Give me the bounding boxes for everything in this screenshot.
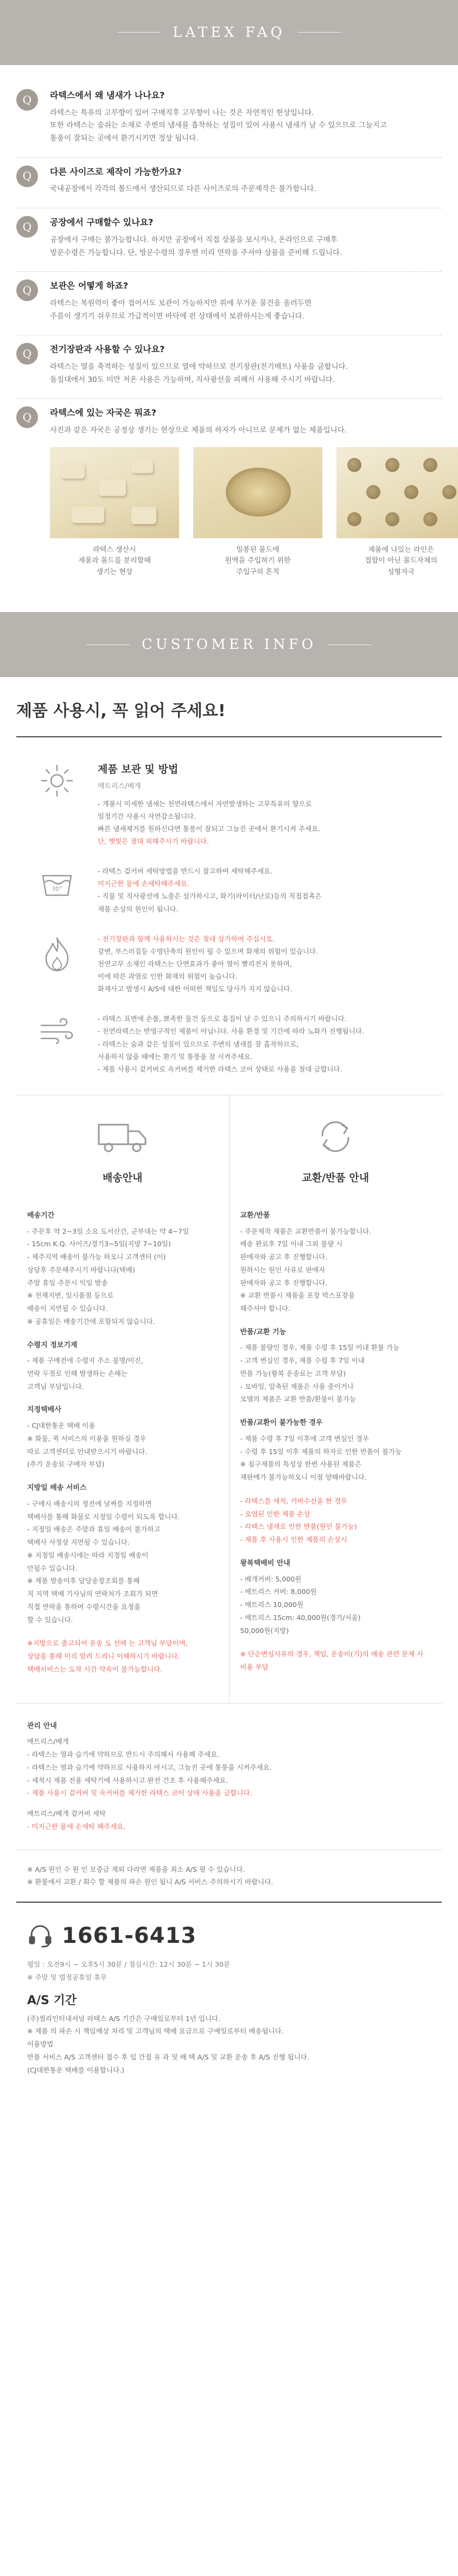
as-text <box>27 2012 431 2077</box>
pinhole <box>423 458 437 472</box>
group-line: ※ 제품 발송이후 담당송장조회를 통해 <box>27 1577 140 1585</box>
delivery-warning: 상담을 통해 미리 알려 드리니 이해하시기 바랍니다. <box>27 1652 180 1661</box>
info-header-band <box>0 612 458 677</box>
faq-body <box>50 343 442 386</box>
caption-line: 원액을 주입하기 위한 <box>225 557 291 565</box>
management-title: 관리 안내 <box>27 1721 57 1730</box>
group-title: 수령지 정보기재 <box>27 1341 78 1349</box>
faq-body <box>50 216 442 259</box>
pinhole <box>385 512 399 526</box>
exchange-available <box>240 1326 431 1406</box>
faq-body <box>50 89 442 145</box>
q-badge-icon: Q <box>16 406 38 428</box>
q-badge-icon: Q <box>16 165 38 187</box>
delivery-label: 배송안내 <box>103 1171 143 1184</box>
svg-text:30°: 30° <box>52 885 62 893</box>
care-line: - 라텍스 겉커버 세탁방법을 반드시 참고하여 세탁해주세요. <box>98 867 273 876</box>
faq-answer <box>50 361 442 386</box>
delivery-column <box>16 1095 229 1703</box>
title-rule-right <box>297 32 341 33</box>
group-line: - 제주지역 배송이 불가능 하오니 고객센터 (이) <box>27 1253 166 1261</box>
delivery-exchange-columns <box>16 1095 442 1703</box>
faq-band-title <box>117 22 341 43</box>
note-line: ※ 환불에서 교환 / 회수 할 제품의 파손 원인 됩니 A/S 서비스 주의하시기 바랍니다. <box>27 1878 273 1886</box>
delivery-warning: 택배서비스는 도착 시간 약속이 불가능합니다. <box>27 1665 163 1673</box>
group-line: ※ 교환 반품시 제품을 포장 박스포장을 <box>240 1291 355 1300</box>
faq-header-band <box>0 0 458 65</box>
group-line: ※ 제품 의 파손 시 책임배상 처리 및 고객님의 택배 요금으로 구매일로부터 배송됩니다. <box>27 2027 284 2036</box>
group-line: 택배사를 통해 화물로 지정일 수령이 되도록 합니다. <box>27 1512 180 1521</box>
management-warning: - 미지근한 물에 손세탁 해주세요. <box>27 1822 126 1831</box>
care-warning: - 전기장판과 함께 사용하시는 것은 절대 삼가하여 주십시오. <box>98 934 275 943</box>
faq-answer <box>50 107 442 145</box>
group-line: ※ 지정일 배송시에는 따라 지정일 배송이 <box>27 1551 149 1559</box>
exchange-unavailable <box>240 1417 431 1484</box>
warning-line: - 제품 후 사용시 인한 제품의 손상시 <box>240 1535 347 1544</box>
notes-section <box>16 1850 442 1902</box>
pinhole <box>385 458 399 472</box>
faq-answer-line: 공장에서 구매는 불가능합니다. 하지만 공장에서 직접 상품을 보시거나, 온라인으로 구매후 <box>50 235 338 244</box>
care-line: - 직물 및 직사광선에 노출은 삼가하시고, 화기(라이터/난로)등의 직접접촉은 <box>98 892 322 901</box>
care-line: 제품 손상의 원인이 됩니다. <box>98 904 179 913</box>
latex-mark <box>131 460 153 473</box>
delivery-header <box>27 1117 218 1188</box>
group-line: - 주문후 약 2~3일 소요 도서산간, 군부대는 약 4~7일 <box>27 1227 189 1235</box>
exchange-label: 교환/반품 안내 <box>302 1171 370 1184</box>
care-fire-text <box>98 933 442 996</box>
wind-icon <box>16 1012 98 1075</box>
faq-answer-line: 라텍스는 열을 축적하는 성질이 있으므로 열에 약하므로 전기장판(전기매트) 사용을 금합니다. <box>50 362 348 371</box>
faq-list <box>0 65 458 612</box>
faq-question: 전기장판과 사용할 수 있나요? <box>50 344 165 355</box>
faq-answer-line: 사진과 같은 자국은 공정상 생기는 현상으로 제품의 하자가 아니므로 문제가 없는 제품입니다. <box>50 426 347 435</box>
care-line: 갈변, 부스러짐등 수명단축의 원인이 될 수 있으며 화재의 위험이 있습니다. <box>98 947 318 955</box>
group-line: 따로 고객센터로 안내받으시기 바랍니다. <box>27 1447 148 1456</box>
faq-item <box>16 81 442 158</box>
faq-answer-line: 또한 라텍스는 숨쉬는 소재로 주변의 냄새를 흡착하는 성질이 있어 사용시 냄새가 날 수 있으므로 그늘지고 <box>50 121 387 130</box>
warning-line: - 라텍스 냄새로 인한 반품(원인 불가능) <box>240 1522 357 1531</box>
faq-question: 보관은 어떻게 하죠? <box>50 280 129 291</box>
faq-answer-line: 통풍이 잘되는 곳에서 환기시키면 정상 됩니다. <box>50 134 199 143</box>
caption-line: 제품과 몰드를 분리할때 <box>78 557 151 565</box>
delivery-period <box>27 1209 218 1328</box>
group-line: - 고객 변심인 경우, 제품 수령 후 7일 이내 <box>240 1356 365 1365</box>
faq-item <box>16 335 442 399</box>
group-line: 50,000원(지방) <box>240 1626 289 1635</box>
group-line: 할 수 있습니다. <box>27 1615 73 1624</box>
group-line: - CJ대한통운 택배 이용 <box>27 1421 96 1430</box>
exchange-policy <box>240 1209 431 1315</box>
group-line: - 제품 불량인 경우, 제품 수령 후 15일 이내 환불 가능 <box>240 1343 400 1352</box>
photo-cell <box>193 447 322 578</box>
faq-answer <box>50 424 458 437</box>
caption-line: 접합이 아닌 몰드자체의 <box>365 557 437 565</box>
caption-line: 밀봉된 몰드에 <box>236 545 279 554</box>
care-line: 빠른 냄새제거를 원하신다면 통풍이 잘되고 그늘진 곳에서 환기시켜 주세요. <box>98 824 321 833</box>
info-heading: 제품 사용시, 꼭 읽어 주세요! <box>16 699 442 737</box>
management-line: - 라텍스는 열과 습기에 약하므로 반드시 주의해서 사용해 주세요. <box>27 1750 220 1759</box>
group-line: - 주문제작 제품은 교환반품이 불가능합니다. <box>240 1227 372 1235</box>
photo-caption <box>193 545 322 578</box>
group-line: - 수령 후 15일 이후 제품의 하자로 인한 반품이 불가능 <box>240 1447 402 1456</box>
group-title: 지방일 배송 서비스 <box>27 1484 87 1493</box>
wash-basin-icon <box>16 865 98 915</box>
group-line: 상담후 주문해주시기 바랍니다(택배) <box>27 1265 135 1274</box>
faq-title-text: LATEX FAQ <box>173 24 285 41</box>
group-line: (주)씰리인터내셔널 라텍스 A/S 기간은 구매일로부터 1년 입니다. <box>27 2014 221 2023</box>
exchange-column <box>229 1095 442 1703</box>
latex-mark <box>99 480 126 496</box>
photo-caption <box>50 545 179 578</box>
management-warning: - 제품 사용시 겉커버 및 속커버를 제거한 라텍스 코어 상태 사용을 금합니다. <box>27 1789 252 1797</box>
q-badge-icon: Q <box>16 279 38 301</box>
group-line: - 매트리스 15cm: 40,000원(경기/서울) <box>240 1613 361 1622</box>
group-line: 직접 연락을 통하여 수령시간을 요청을 <box>27 1602 141 1611</box>
group-line: ※ 화물, 퀵 서비스의 이용을 원하실 경우 <box>27 1434 147 1443</box>
faq-answer <box>50 234 442 259</box>
delivery-address <box>27 1339 218 1393</box>
group-line: ※ 공휴일은 배송기간에 포함되지 않습니다. <box>27 1317 155 1325</box>
customer-info <box>0 677 458 2093</box>
title-rule-left <box>117 32 161 33</box>
faq-question: 라텍스에서 왜 냄새가 나나요? <box>50 90 165 100</box>
group-line: - 지정일 배송은 주말과 휴일 배송이 불가하고 <box>27 1525 161 1534</box>
group-line: - 제품 구매전에 수령지 주소 불명/미진, <box>27 1356 143 1365</box>
faq-item <box>16 208 442 272</box>
group-line: - 모바일, 압축된 제품은 사용 중이거나 <box>240 1382 354 1391</box>
exchange-shipping-fees <box>240 1557 431 1637</box>
exchange-arrows-icon <box>314 1117 357 1156</box>
faq-answer-line: 국내공장에서 각각의 몰드에서 생산되므로 다른 사이즈로의 주문제작은 불가합니다. <box>50 184 316 194</box>
pinhole <box>423 512 437 526</box>
group-line: 배송 완료후 7일 이내 그외 불량 시 <box>240 1240 343 1248</box>
management-section <box>16 1703 442 1850</box>
care-warning: 미지근한 물에 손세탁해주세요. <box>98 879 189 888</box>
warning-line: - 라텍스를 세척, 커버수선을 한 경우 <box>240 1496 347 1505</box>
faq-body <box>50 165 442 196</box>
truck-icon <box>97 1117 149 1156</box>
care-line: - 제품 사용시 겉커버로 속커버를 제거한 라텍스 코어 상태로 사용을 절대 금합니다. <box>98 1064 342 1073</box>
exchange-header <box>240 1117 431 1188</box>
pinhole <box>366 485 380 499</box>
latex-photo <box>193 447 322 538</box>
faq-question: 공장에서 구매할수 있나요? <box>50 217 154 228</box>
group-line: 원하시는 원인 사유로 판매자 <box>240 1265 326 1274</box>
care-sun-block <box>16 751 442 857</box>
pinhole <box>347 458 361 472</box>
faq-answer-line: 주름이 생기기 쉬우므로 가급적이면 바닥에 펀 상태에서 보관하시는게 좋습니다. <box>50 311 304 321</box>
faq-item <box>16 399 442 590</box>
group-title: 반품/교환 기능 <box>240 1328 287 1336</box>
group-line: (CJ대한통운 택배를 이용합니다.) <box>27 2065 124 2074</box>
care-line: 이에 따른 과열로 인한 화재의 위험이 높습니다. <box>98 972 238 981</box>
management-sub: 매트리스/베개 <box>27 1737 69 1746</box>
headset-icon <box>27 1923 53 1949</box>
photo-cell <box>50 447 179 578</box>
care-line: 화재사고 발생시 A/S에 대한 어떠한 책임도 당사가 지지 않습니다. <box>98 985 292 993</box>
hours-line: 평일 : 오전9시 ~ 오후5시 30분 / 점심시간: 12시 30분 ~ 1시 30분 <box>27 1960 231 1969</box>
care-line: 천연고무 소재인 라텍스는 단면효과가 좋아 열이 빨리전지 못하며, <box>98 959 292 968</box>
latex-photo <box>336 447 458 538</box>
delivery-carrier <box>27 1404 218 1471</box>
latex-mark <box>72 507 104 523</box>
photo-cell <box>336 447 458 578</box>
group-line: 안될수 있습니다. <box>27 1564 78 1572</box>
management-line: - 세척시 제품 전용 세탁기에 사용하시고 완전 건조 후 사용해주세요. <box>27 1776 228 1784</box>
group-line: 배송이 지연될 수 있습니다. <box>27 1304 108 1313</box>
care-wind-block <box>16 1004 442 1084</box>
faq-answer-line: 라텍스는 복원력이 좋아 접어서도 보관이 가능하지만 위에 무거운 물건을 올려두면 <box>50 298 312 308</box>
exchange-warning: ※ 단순변심사유의 경우, 책임, 운송비(기)의 배송 관련 문제 사 비용 부담 <box>240 1650 424 1672</box>
pinhole <box>442 485 456 499</box>
caption-line: 제품에 나있는 라인은 <box>368 545 434 554</box>
group-line: 택배사 사정상 지연될 수 있습니다. <box>27 1538 130 1547</box>
care-fire-block <box>16 924 442 1004</box>
faq-answer-line: 돌침대에서 30도 미만 저온 사용은 가능하며, 직사광선을 피해서 사용해 주시기 바랍니다. <box>50 375 335 384</box>
group-line: - 구매시 배송시의 정전에 날짜를 지정하면 <box>27 1499 152 1508</box>
care-warning: 단, 햇빛은 절대 피해주시기 바랍니다. <box>98 837 209 846</box>
delivery-warning: ※지방으로 출고되어 운송 도 선배 는 고객님 부담이며, <box>27 1639 188 1648</box>
delivery-scheduled <box>27 1482 218 1626</box>
care-subtitle: 매트리스/베개 <box>98 782 141 790</box>
fire-icon <box>16 933 98 996</box>
group-line: 반품 서비스 A/S 고객센터 접수 후 입 간접 유 과 및 배 택 A/S 및 교환 운송 후 A/S 진행 됩니다. <box>27 2052 309 2061</box>
care-line: - 라텍스 표면에 손톱, 뾰족한 물건 등으로 흠집이 날 수 있으니 주의하시기 바랍니다. <box>98 1015 347 1023</box>
q-badge-icon: Q <box>16 89 38 111</box>
group-line: 판매자와 공고 후 진행합니다. <box>240 1278 328 1287</box>
group-title: 왕복택배비 안내 <box>240 1559 290 1567</box>
phone-number-link[interactable]: 1661-6413 <box>62 1923 197 1949</box>
caption-line: 생기는 현상 <box>96 568 133 577</box>
group-line: - 베개커버: 5,000원 <box>240 1574 302 1583</box>
care-line: - 라텍스는 숨과 같은 성질이 있으므로 주변의 냄새를 잘 흡착하므로, <box>98 1040 299 1048</box>
pinhole <box>404 485 418 499</box>
group-line: 연락 두절로 인해 발생하는 손해는 <box>27 1369 128 1378</box>
group-line: 판매자와 공고 후 진행합니다. <box>240 1253 328 1261</box>
latex-mark <box>131 507 156 524</box>
caption-line: 라텍스 생산시 <box>93 545 136 554</box>
faq-question: 다른 사이즈로 제작이 가능한가요? <box>50 166 182 177</box>
group-line: - 제품 수령 후 7일 이후에 고객 변심인 경우 <box>240 1434 369 1443</box>
group-line: ※ 천재지변, 일시품절 등으로 <box>27 1291 114 1300</box>
exchange-red-list <box>240 1495 431 1546</box>
warning-line: - 오염된 인한 제품 손상 <box>240 1509 310 1518</box>
group-line: 모델의 제품은 교환 반품/환불이 불가능 <box>240 1395 356 1404</box>
faq-answer-line: 방문수령은 가능합니다. 단, 방문수령의 경우엔 미리 연락을 주셔야 상품을 준비해 드립니다. <box>50 248 342 257</box>
faq-item <box>16 158 442 208</box>
holiday-line: ※ 주말 및 법정공휴일 휴무 <box>27 1973 107 1981</box>
phone-hours <box>27 1958 431 1984</box>
group-line: 재판매가 불가능하오니 이점 양해바랍니다. <box>240 1473 367 1482</box>
care-title: 제품 보관 및 방법 <box>98 763 179 775</box>
group-title: 교환/반품 <box>240 1211 270 1220</box>
care-wash-text <box>98 865 442 915</box>
care-line: - 천연라텍스는 반영구적인 제품이 아닙니다. 사용 환경 및 기간에 따라 노화가 진행됩니다. <box>98 1027 364 1036</box>
group-line: - 매트리스 10,000원 <box>240 1601 304 1609</box>
faq-answer-line: 라텍스는 특유의 고무향이 있어 구매직후 고무향이 나는 것은 자연적인 현상입니다. <box>50 108 314 117</box>
group-line: 직 지역 택배 기사님의 연락처가 조회가 되면 <box>27 1590 158 1598</box>
faq-answer <box>50 297 442 323</box>
group-line: - 매트리스 커버: 8,000원 <box>240 1587 317 1596</box>
pinhole <box>347 512 361 526</box>
management-sub2: 매트리스/베개 겉커버 세탁 <box>27 1809 106 1818</box>
faq-body <box>50 279 442 323</box>
group-title: 반품/교환이 불가능한 경우 <box>240 1419 323 1427</box>
info-title-text: CUSTOMER INFO <box>141 636 317 653</box>
care-wash-block <box>16 856 442 924</box>
care-line: 사용하지 않을 때에는 환기 및 통풍을 잘 시켜주세요. <box>98 1052 253 1061</box>
group-line: 반품 가능(왕복 운송료는 고객 부담) <box>240 1369 346 1378</box>
management-line: - 라텍스는 열과 습기에 약하므로 사용하지 마시고, 그늘진 곳에 통풍을 시켜주세요. <box>27 1763 272 1771</box>
faq-question: 라텍스에 있는 자국은 뭐죠? <box>50 407 157 418</box>
faq-answer <box>50 183 442 196</box>
group-title: 배송기간 <box>27 1211 55 1220</box>
delivery-notice <box>27 1637 218 1675</box>
care-wind-text <box>98 1012 442 1075</box>
mold-inlet-mark <box>226 468 291 517</box>
group-line: 고객님 부담입니다. <box>27 1382 84 1391</box>
group-line: 해주셔야 합니다. <box>240 1304 290 1313</box>
care-sun-text <box>98 760 442 848</box>
group-line: 이용방법 <box>27 2040 54 2049</box>
q-badge-icon: Q <box>16 343 38 365</box>
caption-line: 주입구의 흔적 <box>236 568 279 577</box>
contact-section <box>16 1902 442 2093</box>
info-band-title <box>86 634 372 655</box>
latex-photo <box>50 447 179 538</box>
q-badge-icon: Q <box>16 216 38 238</box>
group-title: 지정택배사 <box>27 1406 61 1414</box>
care-line: 일정기간 사용시 자연감소됩니다. <box>98 812 196 820</box>
latex-mark <box>61 463 85 479</box>
group-line: ※ 침구제품의 특성상 한번 사용된 제품은 <box>240 1460 362 1469</box>
photo-caption <box>336 545 458 578</box>
as-title: A/S 기간 <box>27 1993 77 2007</box>
care-line: - 개봉시 미세한 냄새는 천연라텍스에서 자연발생하는 고무특유의 향으로 <box>98 799 312 808</box>
faq-body <box>50 406 458 578</box>
caption-line: 성형자국 <box>387 568 415 577</box>
faq-item <box>16 272 442 335</box>
phone-row <box>27 1919 431 1953</box>
faq-photo-row <box>50 447 458 578</box>
sun-icon <box>16 760 98 848</box>
group-line: 주말 휴일 주문시 익일 발송 <box>27 1278 108 1287</box>
group-line: (추가 운송료 구매자 부담) <box>27 1460 105 1469</box>
note-line: ※ A/S 원인 수 원 인 보증금 제외 다라면 제품을 최소 A/S 필 수 있습니다. <box>27 1865 245 1873</box>
group-line: - 15cm K.Q. 사이즈/경기3~5일(지방 7~10일) <box>27 1240 171 1248</box>
exchange-tail-notice <box>240 1648 431 1674</box>
